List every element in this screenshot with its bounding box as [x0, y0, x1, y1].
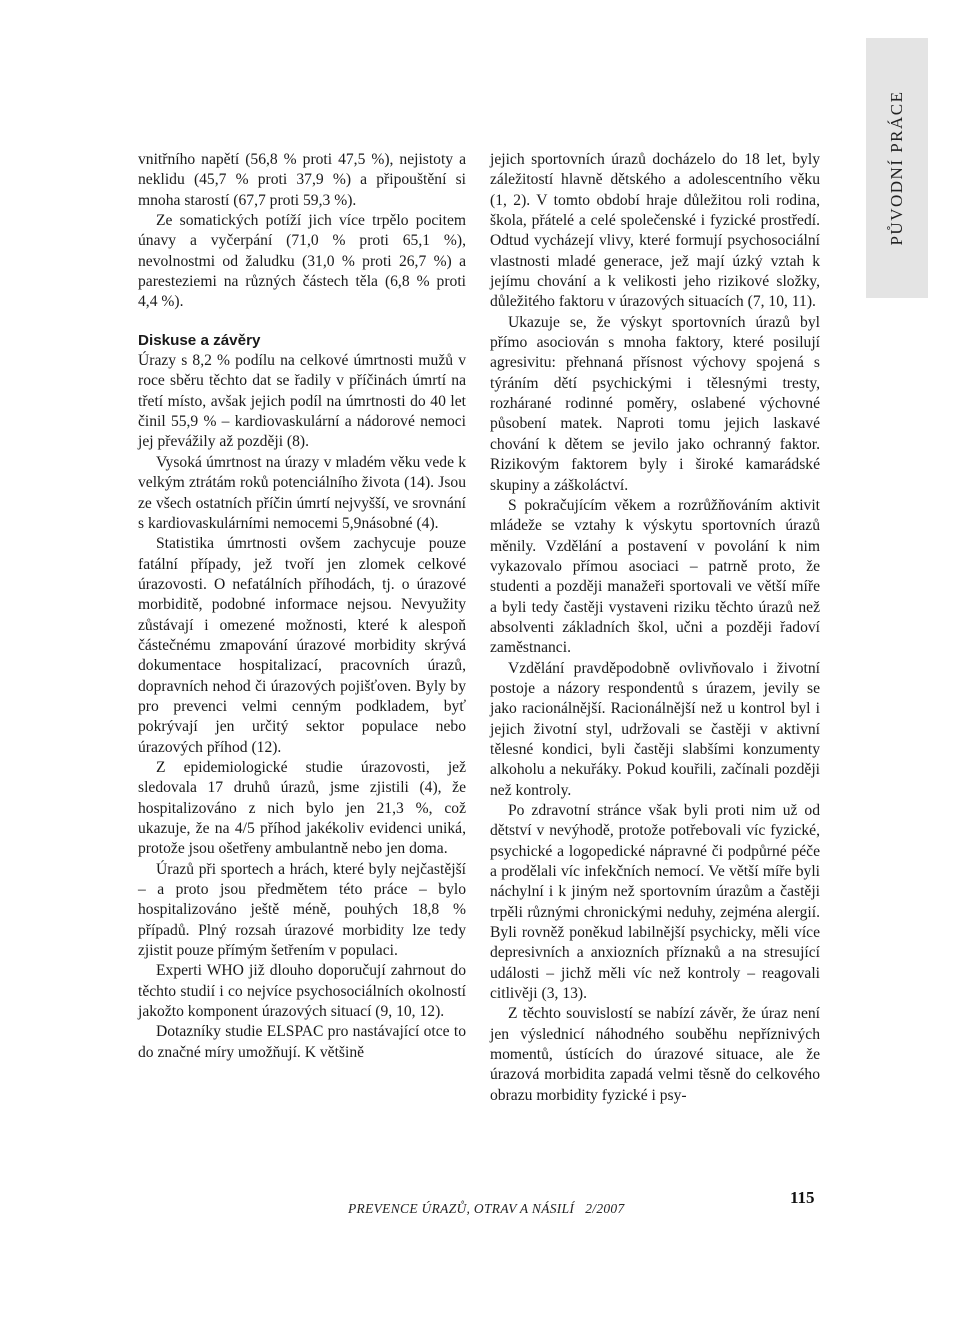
section-tab	[866, 38, 928, 298]
paragraph: jejich sportovních úrazů docházelo do 18 let, byly záležitostí hlavně dětského a adolescentního věku (1, 2). V tomto období hraje důležitou roli rodina, škola, přátelé a celé společenské i fyzické prostředí. Odtud vycházejí vlivy, které formují psychosociální vlastnosti mladé generace, jež mají úzký vztah k jejímu chování a k velikosti jeho rizikové složky, důležitého faktoru v úrazových situacích (7, 10, 11).	[490, 151, 820, 311]
page-number: 115	[790, 1188, 815, 1207]
section-heading: Diskuse a závěry	[138, 331, 261, 349]
journal-issue: 2/2007	[585, 1201, 625, 1216]
paragraph: Ukazuje se, že výskyt sportovních úrazů byl přímo asociován s mnoha faktory, které posilují agresivitu: přehnaná přísnost výchovy spojená s týráním dětí psychickými i tělesnými tresty, rozhárané rodinné poměry, oslabené výchovné působení matek. Naproti tomu jejich laskavé chování k dětem se jevilo jako ochranný faktor. Rizikovým faktorem byly i široké kamarádské skupiny a záškoláctví.	[490, 313, 820, 494]
paragraph: Vzdělání pravděpodobně ovlivňovalo i životní postoje a názory respondentů s úrazem, jevily se jako racionálnější. Racionálnější než u kontrol byl i jejich životní styl, udržovali se častěji v aktivní tělesné kondici, byli častěji slabšími konzumenty alkoholu a nekuřáky. Pokud kouřili, začínali později než kontroly.	[490, 659, 820, 799]
journal-name: PREVENCE ÚRAZŮ, OTRAV A NÁSILÍ	[348, 1201, 575, 1216]
paragraph: Úrazy s 8,2 % podílu na celkové úmrtnosti mužů v roce sběru těchto dat se řadily v příčinách úmrtí na třetí místo, avšak jejich podíl na úmrtnosti do 40 let činil 55,9 % – kardiovaskulární a nádorové nemoci jej převážily až později (8).	[138, 352, 466, 451]
running-footer	[348, 1201, 625, 1217]
paragraph: vnitřního napětí (56,8 % proti 47,5 %), nejistoty a neklidu (45,7 % proti 37,9 %) a připouštění si mnoha starostí (67,7 proti 59,3 %).	[138, 151, 466, 209]
paragraph: Experti WHO již dlouho doporučují zahrnout do těchto studií i co nejvíce psychosociálních okolností jakožto komponent úrazových situací (9, 10, 12).	[138, 962, 466, 1021]
paragraph: Z epidemiologické studie úrazovosti, jež sledovala 17 druhů úrazů, jsme zjistili (4), že hospitalizováno z nich bylo jen 21,3 %, což ukazuje, že na 4/5 příhod jakékoliv evidenci uniká, protože jsou ošetřeny ambulantně nebo jen doma.	[138, 758, 466, 858]
section-label: PŮVODNÍ PRÁCE	[887, 90, 906, 246]
right-column	[490, 150, 820, 1106]
paragraph: Z těchto souvislostí se nabízí závěr, že úraz není jen výslednicí náhodného souběhu nepříznivých momentů, ústících do úrazové situace, ale že úrazová morbidita zapadá velmi těsně do celkového obrazu morbidity fyzické i psy-	[490, 1005, 820, 1104]
paragraph: Ze somatických potíží jich více trpělo pocitem únavy a vyčerpání (71,0 % proti 65,1 %), nevolnostmi od žaludku (31,0 % proti 26,7 %) a paresteziemi na různých částech těla (6,8 % proti 4,4 %).	[138, 212, 466, 311]
paragraph: Po zdravotní stránce však byli proti nim už od dětství v nevýhodě, protože potřebovali víc fyzické, psychické a logopedické nápravné či podpůrné péče a prodělali víc infekčních nemocí. Ve větší míře byli náchylní i k jiným než sportovním úrazům a častěji trpěli různými chronickými neduhy, zejména alergií. Byli rovněž poněkud labilnější psychicky, měli více depresivních a anxiozních příznaků a na stresující události – jichž měli víc než kontroly – reagovali citlivěji (3, 13).	[490, 802, 820, 1003]
paragraph: Dotazníky studie ELSPAC pro nastávající otce to do značné míry umožňují. K většině	[138, 1023, 466, 1061]
left-column	[138, 150, 466, 1063]
paragraph: Úrazů při sportech a hrách, které byly nejčastější – a proto jsou předmětem této práce – bylo hospitalizováno ještě méně, pouhých 18,8 % případů. Plný rozsah úrazové morbidity lze tedy zjistit pouze přímým šetřením v populaci.	[138, 860, 466, 960]
paragraph: Statistika úmrtnosti ovšem zachycuje pouze fatální případy, jež tvoří jen zlomek celkové úrazovosti. O nefatálních příhodách, tj. o úrazové morbiditě, podobné informace nejsou. Nevyužity zůstávají i omezené možnosti, které k alespoň částečnému zmapování úrazové morbidity skrývá dokumentace hospitalizací, pracovních úrazů, dopravních nehod či úrazových pojišťoven. Byly by pro prevenci velmi cenným podkladem, byť pokrývají jen určitý sektor populace nebo úrazových příhod (12).	[138, 535, 466, 756]
paragraph: Vysoká úmrtnost na úrazy v mladém věku vede k velkým ztrátám roků potenciálního života (14). Jsou ze všech ostatních příčin úmrtí nejvyšší, ve srovnání s kardiovaskulárními nemocemi 5,9násobné (4).	[138, 453, 466, 532]
paragraph: S pokračujícím věkem a rozrůžňováním aktivit mládeže se vztahy k výskytu sportovních úrazů měnily. Vzdělání a postavení v povolání k nim vykazovalo přímou asociaci – patrně proto, že studenti a později manažeři sportovali ve větší míře a byli tedy častěji vystaveni riziku těchto úrazů než absolventi základních škol, učni a později řadoví zaměstnanci.	[490, 496, 820, 657]
